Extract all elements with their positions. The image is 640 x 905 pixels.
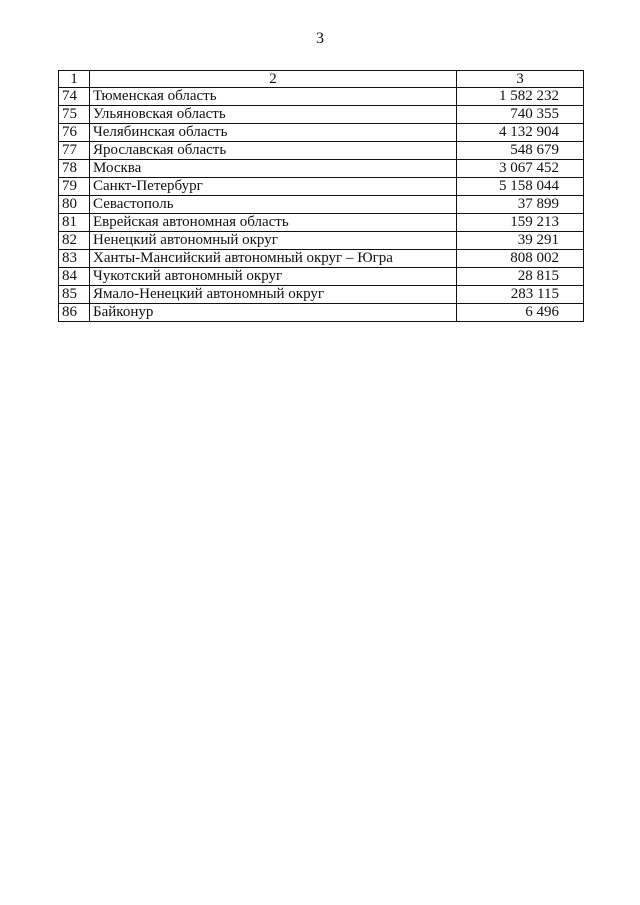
table-row — [59, 88, 584, 106]
row-number: 74 — [59, 88, 90, 106]
row-number: 84 — [59, 268, 90, 286]
table-row — [59, 160, 584, 178]
column-header-2: 2 — [90, 71, 457, 88]
row-number: 78 — [59, 160, 90, 178]
data-table — [58, 70, 584, 322]
table-header-row — [59, 71, 584, 88]
value: 5 158 044 — [457, 178, 584, 196]
region-name: Ямало-Ненецкий автономный округ — [90, 286, 457, 304]
table-row — [59, 106, 584, 124]
row-number: 76 — [59, 124, 90, 142]
region-name: Тюменская область — [90, 88, 457, 106]
region-name: Чукотский автономный округ — [90, 268, 457, 286]
region-name: Ульяновская область — [90, 106, 457, 124]
region-name: Санкт-Петербург — [90, 178, 457, 196]
table-row — [59, 250, 584, 268]
region-name: Байконур — [90, 304, 457, 322]
table-row — [59, 286, 584, 304]
value: 28 815 — [457, 268, 584, 286]
region-name: Москва — [90, 160, 457, 178]
value: 548 679 — [457, 142, 584, 160]
region-name: Ханты-Мансийский автономный округ – Югра — [90, 250, 457, 268]
region-name: Еврейская автономная область — [90, 214, 457, 232]
table-row — [59, 196, 584, 214]
value: 283 115 — [457, 286, 584, 304]
value: 39 291 — [457, 232, 584, 250]
value: 37 899 — [457, 196, 584, 214]
row-number: 86 — [59, 304, 90, 322]
column-header-3: 3 — [457, 71, 584, 88]
row-number: 79 — [59, 178, 90, 196]
table-row — [59, 142, 584, 160]
table-row — [59, 214, 584, 232]
region-name: Челябинская область — [90, 124, 457, 142]
row-number: 77 — [59, 142, 90, 160]
row-number: 81 — [59, 214, 90, 232]
value: 159 213 — [457, 214, 584, 232]
value: 808 002 — [457, 250, 584, 268]
row-number: 82 — [59, 232, 90, 250]
value: 4 132 904 — [457, 124, 584, 142]
page-number: 3 — [316, 30, 324, 47]
value: 1 582 232 — [457, 88, 584, 106]
row-number: 83 — [59, 250, 90, 268]
table-row — [59, 304, 584, 322]
row-number: 80 — [59, 196, 90, 214]
row-number: 85 — [59, 286, 90, 304]
table-row — [59, 178, 584, 196]
region-name: Ярославская область — [90, 142, 457, 160]
region-name: Ненецкий автономный округ — [90, 232, 457, 250]
table-row — [59, 124, 584, 142]
row-number: 75 — [59, 106, 90, 124]
value: 6 496 — [457, 304, 584, 322]
value: 740 355 — [457, 106, 584, 124]
table-row — [59, 232, 584, 250]
column-header-1: 1 — [59, 71, 90, 88]
value: 3 067 452 — [457, 160, 584, 178]
table-row — [59, 268, 584, 286]
region-name: Севастополь — [90, 196, 457, 214]
